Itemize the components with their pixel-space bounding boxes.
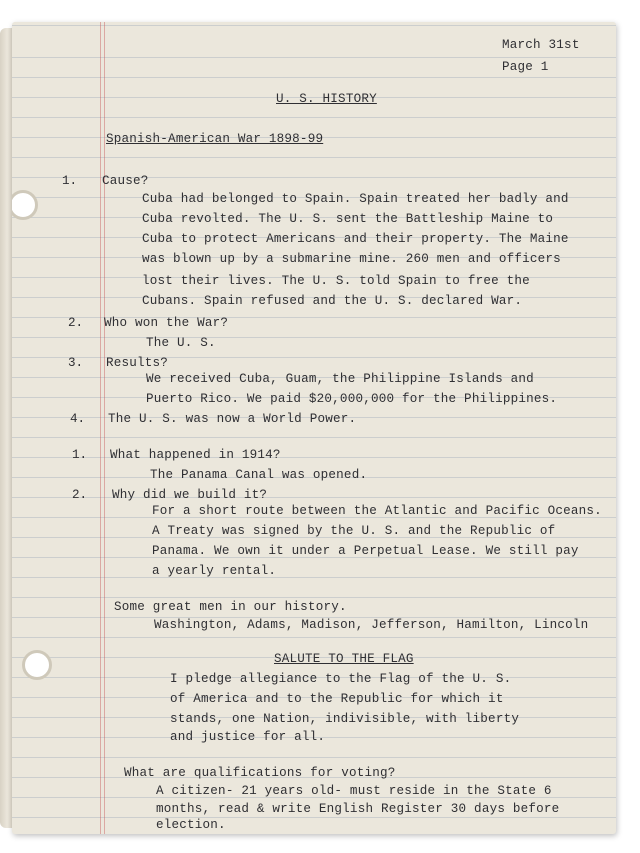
item-number: 1.	[72, 448, 88, 462]
statement: The U. S. was now a World Power.	[108, 412, 357, 426]
answer-line: Panama. We own it under a Perpetual Lease. We still pay	[152, 544, 579, 558]
answer-line: a yearly rental.	[152, 564, 277, 578]
answer-line: was blown up by a submarine mine. 260 men and officers	[142, 252, 561, 266]
great-men-names: Washington, Adams, Madison, Jefferson, Hamilton, Lincoln	[154, 618, 589, 632]
answer-line: lost their lives. The U. S. told Spain to free the	[142, 274, 530, 288]
question: Why did we build it?	[112, 488, 268, 502]
item-number: 2.	[72, 488, 88, 502]
notebook-page	[12, 22, 616, 834]
answer-line: Puerto Rico. We paid $20,000,000 for the Philippines.	[146, 392, 558, 406]
great-men-heading: Some great men in our history.	[114, 600, 347, 614]
margin-line	[100, 22, 101, 834]
answer-line: Cubans. Spain refused and the U. S. declared War.	[142, 294, 523, 308]
salute-line: and justice for all.	[170, 730, 326, 744]
answer-line: Cuba to protect Americans and their property. The Maine	[142, 232, 569, 246]
binder-hole	[22, 650, 52, 680]
voting-heading: What are qualifications for voting?	[124, 766, 396, 780]
header-date: March 31st	[502, 38, 580, 52]
binder-hole	[12, 190, 38, 220]
answer-line: A Treaty was signed by the U. S. and the Republic of	[152, 524, 556, 538]
salute-line: I pledge allegiance to the Flag of the U. S.	[170, 672, 512, 686]
answer-line: We received Cuba, Guam, the Philippine Islands and	[146, 372, 534, 386]
question: Cause?	[102, 174, 149, 188]
salute-heading: SALUTE TO THE FLAG	[274, 652, 414, 666]
answer-line: Cuba had belonged to Spain. Spain treated her badly and	[142, 192, 569, 206]
section-heading: Spanish-American War 1898-99	[106, 132, 324, 146]
answer-line: Cuba revolted. The U. S. sent the Battleship Maine to	[142, 212, 554, 226]
page-title: U. S. HISTORY	[276, 92, 377, 106]
voting-line: months, read & write English Register 30 days before	[156, 802, 560, 816]
item-number: 4.	[70, 412, 86, 426]
salute-line: of America and to the Republic for which it	[170, 692, 504, 706]
question: Who won the War?	[104, 316, 229, 330]
margin-line	[104, 22, 105, 834]
voting-line: A citizen- 21 years old- must reside in the State 6	[156, 784, 552, 798]
item-number: 1.	[62, 174, 78, 188]
question: What happened in 1914?	[110, 448, 281, 462]
salute-line: stands, one Nation, indivisible, with liberty	[170, 712, 520, 726]
voting-line: election.	[156, 818, 226, 832]
item-number: 2.	[68, 316, 84, 330]
answer-line: For a short route between the Atlantic and Pacific Oceans.	[152, 504, 602, 518]
question: Results?	[106, 356, 169, 370]
answer-line: The U. S.	[146, 336, 216, 350]
header-page: Page 1	[502, 60, 549, 74]
item-number: 3.	[68, 356, 84, 370]
answer-line: The Panama Canal was opened.	[150, 468, 368, 482]
